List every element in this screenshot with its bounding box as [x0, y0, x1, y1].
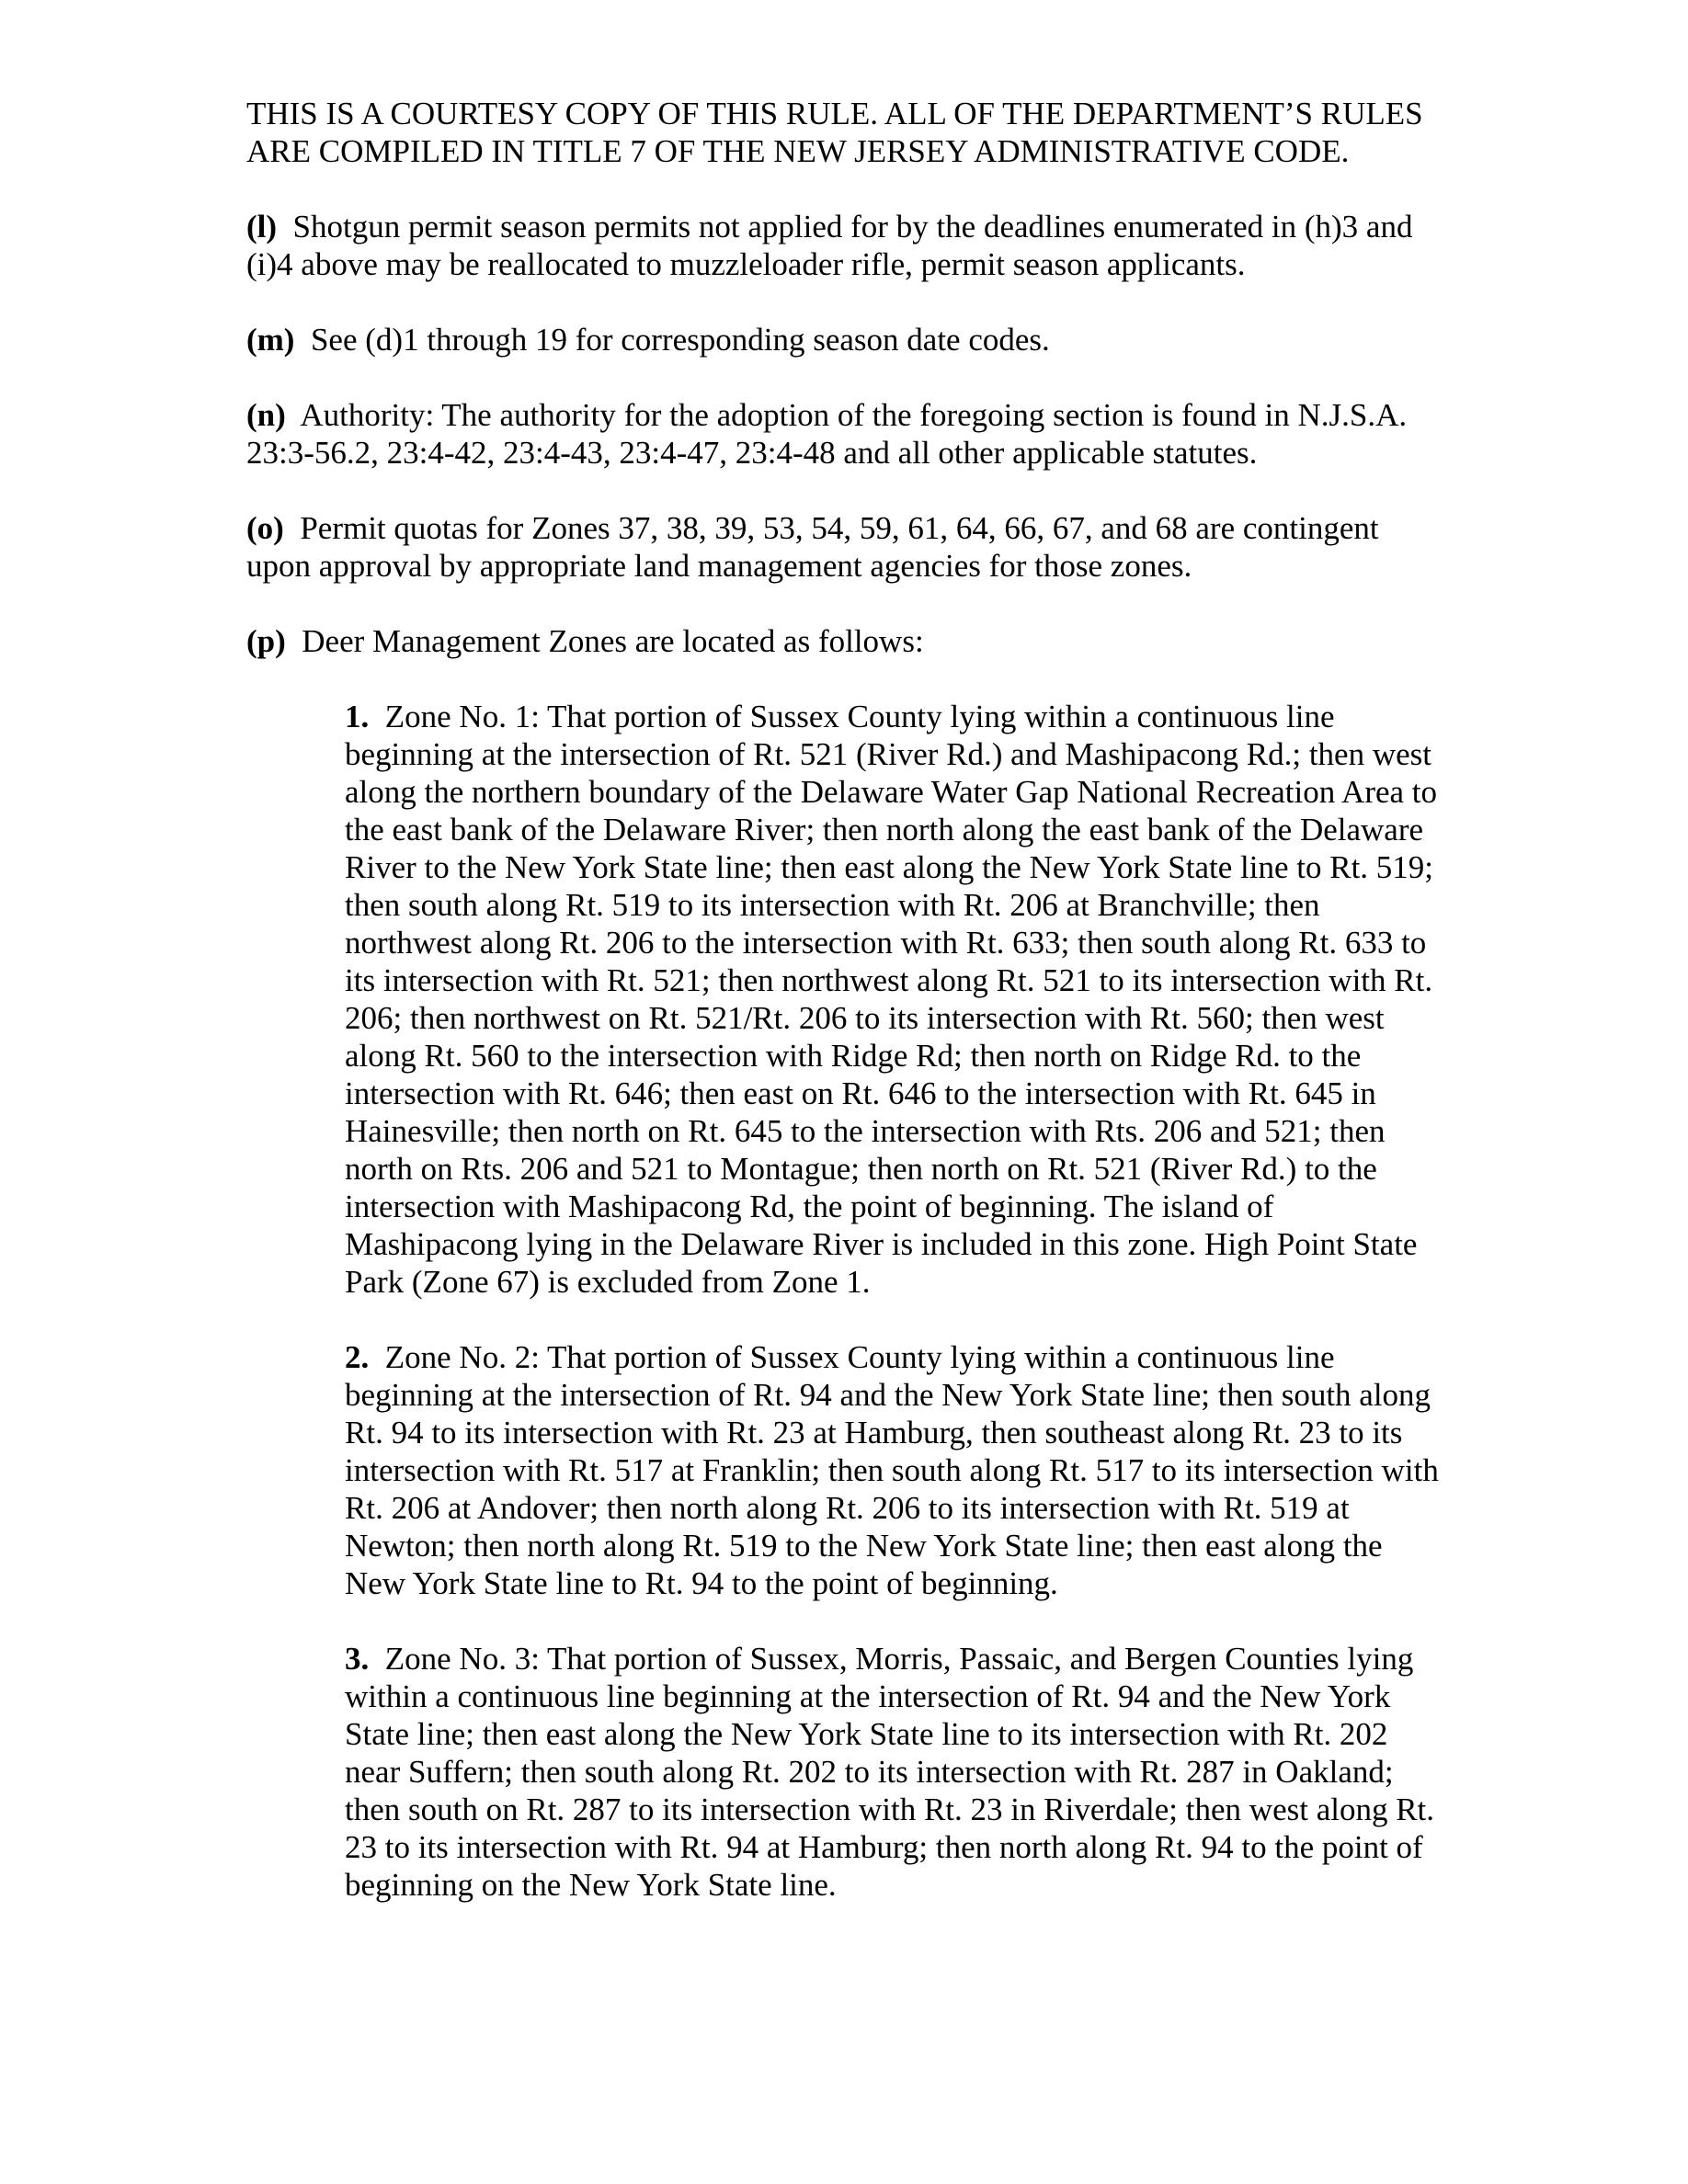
paragraph-label: (n): [246, 397, 286, 433]
zone-text: Zone No. 3: That portion of Sussex, Morris, Passaic, and Bergen Counties lying within a continuous line beginning at the intersection of Rt. 94 and the New York State line; then east along the New York State line to its intersection with Rt. 202 near Suffern; then south along Rt. 202 to its intersection with Rt. 287 in Oakland; then south on Rt. 287 to its intersection with Rt. 23 in Riverdale; then west along Rt. 23 to its intersection with Rt. 94 at Hamburg; then north along Rt. 94 to the point of beginning on the New York State line.: [345, 1641, 1435, 1903]
paragraph-label: (l): [246, 209, 278, 245]
zone-3-item: [345, 1640, 1442, 1904]
paragraph-n: [246, 396, 1442, 472]
paragraph-o: [246, 509, 1442, 585]
zone-label: 1.: [345, 699, 370, 734]
paragraph-p: [246, 622, 1442, 660]
paragraph-text: Authority: The authority for the adoption of the foregoing section is found in N.J.S.A. 23:3-56.2, 23:4-42, 23:4-43, 23:4-47, 23:4-48 and all other applicable statutes.: [246, 397, 1408, 471]
paragraph-text: Shotgun permit season permits not applied for by the deadlines enumerated in (h)3 and (i)4 above may be reallocated to muzzleloader rifle, permit season applicants.: [246, 209, 1413, 282]
zone-2-item: [345, 1338, 1442, 1602]
paragraph-l: [246, 208, 1442, 283]
zone-1-item: [345, 698, 1442, 1301]
paragraph-label: (p): [246, 623, 286, 659]
paragraph-m: [246, 321, 1442, 358]
zone-text: Zone No. 2: That portion of Sussex County lying within a continuous line beginning at the intersection of Rt. 94 and the New York State line; then south along Rt. 94 to its intersection with Rt. 23 at Hamburg, then southeast along Rt. 23 to its intersection with Rt. 517 at Franklin; then south along Rt. 517 to its intersection with Rt. 206 at Andover; then north along Rt. 206 to its intersection with Rt. 519 at Newton; then north along Rt. 519 to the New York State line; then east along the New York State line to Rt. 94 to the point of beginning.: [345, 1339, 1439, 1601]
document-page: [246, 95, 1442, 1941]
paragraph-label: (o): [246, 510, 284, 546]
zone-label: 2.: [345, 1339, 370, 1375]
paragraph-text: See (d)1 through 19 for corresponding season date codes.: [310, 322, 1050, 358]
paragraph-label: (m): [246, 322, 295, 358]
paragraph-text: Deer Management Zones are located as follows:: [302, 623, 924, 659]
zone-label: 3.: [345, 1641, 370, 1677]
zone-text: Zone No. 1: That portion of Sussex County lying within a continuous line beginning at the intersection of Rt. 521 (River Rd.) and Mashipacong Rd.; then west along the northern boundary of the Delaware Water Gap National Recreation Area to the east bank of the Delaware River; then north along the east bank of the Delaware River to the New York State line; then east along the New York State line to Rt. 519; then south along Rt. 519 to its intersection with Rt. 206 at Branchville; then northwest along Rt. 206 to the intersection with Rt. 633; then south along Rt. 633 to its intersection with Rt. 521; then northwest along Rt. 521 to its intersection with Rt. 206; then northwest on Rt. 521/Rt. 206 to its intersection with Rt. 560; then west along Rt. 560 to the intersection with Ridge Rd; then north on Ridge Rd. to the intersection with Rt. 646; then east on Rt. 646 to the intersection with Rt. 645 in Hainesville; then north on Rt. 645 to the intersection with Rts. 206 and 521; then north on Rts. 206 and 521 to Montague; then north on Rt. 521 (River Rd.) to the intersection with Mashipacong Rd, the point of beginning. The island of Mashipacong lying in the Delaware River is included in this zone. High Point State Park (Zone 67) is excluded from Zone 1.: [345, 699, 1438, 1300]
courtesy-header: THIS IS A COURTESY COPY OF THIS RULE. ALL OF THE DEPARTMENT’S RULES ARE COMPILED IN TITLE 7 OF THE NEW JERSEY ADMINISTRATIVE CODE.: [246, 96, 1423, 169]
paragraph-text: Permit quotas for Zones 37, 38, 39, 53, 54, 59, 61, 64, 66, 67, and 68 are contingent upon approval by appropriate land management agencies for those zones.: [246, 510, 1379, 584]
